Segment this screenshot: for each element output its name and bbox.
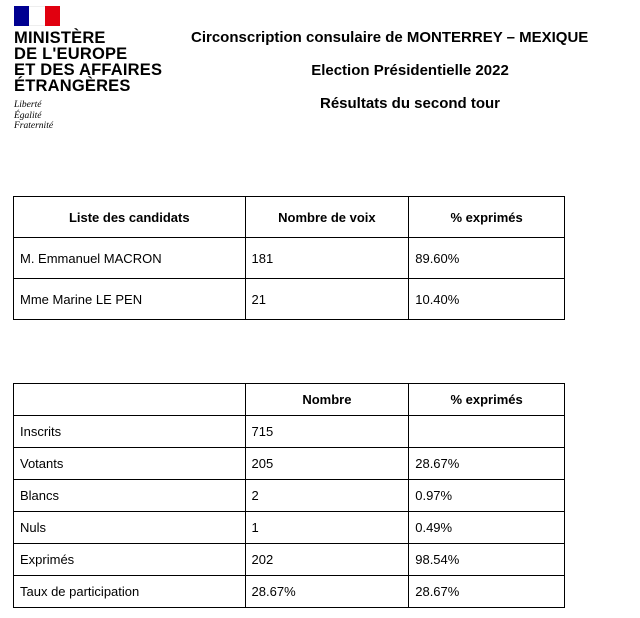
motto-line: Fraternité: [14, 121, 54, 131]
vote-percent: 89.60%: [409, 238, 565, 279]
ministry-name: [14, 30, 184, 94]
stat-percent: [409, 416, 565, 448]
column-header: [14, 384, 246, 416]
table-header-row: [14, 197, 565, 238]
stat-percent: 0.97%: [409, 480, 565, 512]
stat-percent: 28.67%: [409, 448, 565, 480]
table-row: [14, 576, 565, 608]
column-header: Liste des candidats: [14, 197, 246, 238]
stat-label: Exprimés: [14, 544, 246, 576]
constituency-title: Circonscription consulaire de MONTERREY – MEXIQUE: [191, 29, 589, 46]
french-flag-icon: [14, 6, 60, 26]
table-row: [14, 279, 565, 320]
table-row: [14, 448, 565, 480]
stat-count: 1: [245, 512, 409, 544]
table-row: [14, 480, 565, 512]
ministry-line: DE L'EUROPE: [14, 45, 128, 63]
candidate-name: M. Emmanuel MACRON: [14, 238, 246, 279]
stat-percent: 0.49%: [409, 512, 565, 544]
table-row: [14, 512, 565, 544]
republic-motto: [14, 100, 184, 132]
stat-label: Blancs: [14, 480, 246, 512]
column-header: % exprimés: [409, 197, 565, 238]
stat-percent: 28.67%: [409, 576, 565, 608]
stat-count: 202: [245, 544, 409, 576]
motto-line: Égalité: [14, 110, 42, 121]
stat-label: Inscrits: [14, 416, 246, 448]
column-header: % exprimés: [409, 384, 565, 416]
stat-count: 715: [245, 416, 409, 448]
stat-percent: 98.54%: [409, 544, 565, 576]
candidates-table: [13, 196, 565, 320]
table-row: [14, 544, 565, 576]
table-header-row: [14, 384, 565, 416]
table-row: [14, 238, 565, 279]
motto-line: Liberté: [14, 100, 42, 110]
vote-count: 181: [245, 238, 409, 279]
ministry-logo: [14, 6, 184, 132]
stat-count: 205: [245, 448, 409, 480]
vote-percent: 10.40%: [409, 279, 565, 320]
column-header: Nombre de voix: [245, 197, 409, 238]
ministry-line: MINISTÈRE: [14, 29, 106, 47]
stat-label: Nuls: [14, 512, 246, 544]
round-title: Résultats du second tour: [319, 95, 501, 112]
stat-label: Votants: [14, 448, 246, 480]
table-row: [14, 416, 565, 448]
stat-label: Taux de participation: [14, 576, 246, 608]
ministry-line: ÉTRANGÈRES: [14, 77, 131, 95]
candidate-name: Mme Marine LE PEN: [14, 279, 246, 320]
participation-table: [13, 383, 565, 608]
stat-count: 28.67%: [245, 576, 409, 608]
vote-count: 21: [245, 279, 409, 320]
election-title: Election Présidentielle 2022: [311, 62, 509, 79]
document-header: [190, 28, 630, 127]
stat-count: 2: [245, 480, 409, 512]
ministry-line: ET DES AFFAIRES: [14, 61, 163, 79]
column-header: Nombre: [245, 384, 409, 416]
